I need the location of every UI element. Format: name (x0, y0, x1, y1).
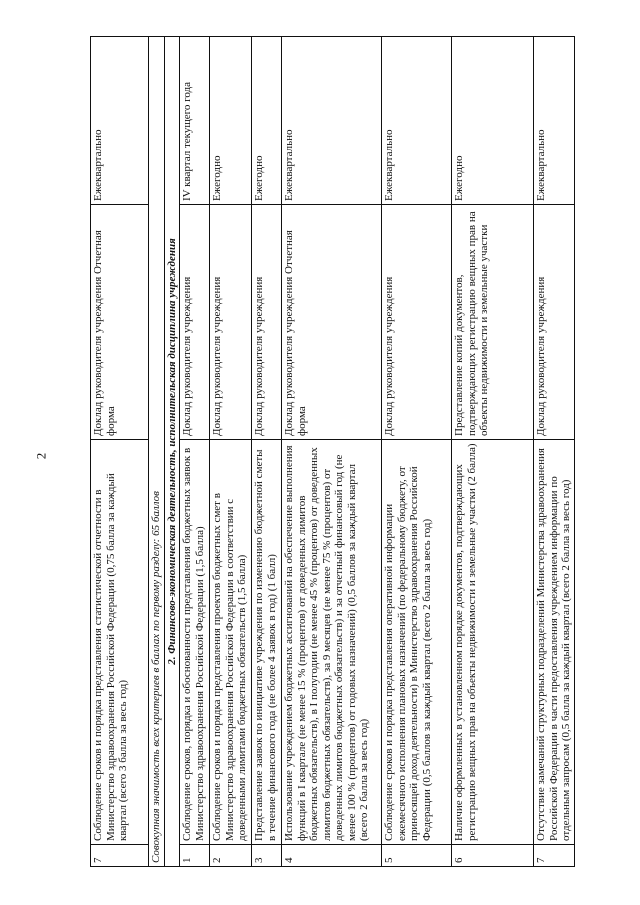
report-form: Доклад руководителя учреждения Отчетная форма (282, 205, 382, 440)
report-form: Доклад руководителя учреждения (534, 205, 575, 440)
section-header-row (164, 37, 180, 867)
report-period: Ежеквартально (91, 37, 149, 205)
criterion-text: Соблюдение сроков, порядка и обоснованности представления бюджетных заявок в Министерство здравоохранения Российской Федерации (1,5 балла) (180, 440, 210, 845)
criterion-text: Использование учреждением бюджетных ассигнований на обеспечение выполнения функций в I квартале (не менее 15 % (процентов) от доведенных лимитов бюджетных обязательств), в I полугодии (не менее 45 % (процентов) от доведенных лимитов бюджетных обязательств), за 9 месяцев (не менее 75 % (процентов) от доведенных лимитов бюджетных обязательств) и за отчетный финансовый год (не менее 100 % (процентов) от годовых назначений) (0,5 баллов за каждый квартал (всего 2 балла за весь год) (282, 440, 382, 845)
criterion-text: Наличие оформленных в установленном порядке документов, подтверждающих регистрацию вещных прав на объекты недвижимости и земельные участки (2 балла) (452, 440, 534, 845)
rotated-table-container (90, 37, 572, 867)
table-row (282, 37, 382, 867)
report-form: Представление копий документов, подтверждающих регистрацию вещных прав на объекты недвижимости и земельные участки (452, 205, 534, 440)
report-form: Доклад руководителя учреждения Отчетная форма (91, 205, 149, 440)
table-row (382, 37, 452, 867)
criterion-text: Соблюдение сроков и порядка представления проектов бюджетных смет в Министерство здравоохранения Российской Федерации в соответствии с доведенными лимитами бюджетных обязательств (1,5 балла) (210, 440, 252, 845)
row-number: 7 (534, 845, 575, 867)
table-row (210, 37, 252, 867)
table-row (452, 37, 534, 867)
report-period: Ежеквартально (382, 37, 452, 205)
row-number: 4 (282, 845, 382, 867)
table-row (534, 37, 575, 867)
criterion-text: Соблюдение сроков и порядка представления оперативной информации ежемесячного исполнения плановых назначений (по федеральному бюджету, от приносящей доход деятельности) в Министерство здравоохранения Российской Федерации (0,5 баллов за каждый квартал (всего 2 балла за весь год) (382, 440, 452, 845)
row-number: 1 (180, 845, 210, 867)
row-number: 5 (382, 845, 452, 867)
criteria-table (90, 36, 575, 867)
report-form: Доклад руководителя учреждения (210, 205, 252, 440)
row-number: 6 (452, 845, 534, 867)
page-number: 2 (33, 452, 49, 460)
criterion-text: Отсутствие замечаний структурных подразделений Министерства здравоохранения Российской Федерации в части предоставления учреждением информации по отдельным запросам (0,5 балла за каждый квартал (всего 2 балла за весь год) (534, 440, 575, 845)
report-form: Доклад руководителя учреждения (180, 205, 210, 440)
report-period: IV квартал текущего года (180, 37, 210, 205)
section-total-row (149, 37, 165, 867)
table-row (91, 37, 149, 867)
criterion-text: Представление заявок по инициативе учреждения по изменению бюджетной сметы в течение финансового года (не более 4 заявок в год) (1 балл) (252, 440, 282, 845)
report-period: Ежегодно (252, 37, 282, 205)
report-period: Ежеквартально (282, 37, 382, 205)
report-period: Ежеквартально (534, 37, 575, 205)
report-period: Ежегодно (210, 37, 252, 205)
report-form: Доклад руководителя учреждения (252, 205, 282, 440)
row-number: 7 (91, 845, 149, 867)
section-total-text: Совокупная значимость всех критериев в баллах по первому разделу: 65 баллов (149, 37, 165, 867)
row-number: 2 (210, 845, 252, 867)
report-form: Доклад руководителя учреждения (382, 205, 452, 440)
table-row (252, 37, 282, 867)
criterion-text: Соблюдение сроков и порядка представления статистической отчетности в Министерство здравоохранения Российской Федерации (0,75 балла за каждый квартал (всего 3 балла за весь год) (91, 440, 149, 845)
row-number: 3 (252, 845, 282, 867)
table-row (180, 37, 210, 867)
report-period: Ежегодно (452, 37, 534, 205)
section-title: 2. Финансово-экономическая деятельность, исполнительская дисциплина учреждения (164, 37, 180, 867)
